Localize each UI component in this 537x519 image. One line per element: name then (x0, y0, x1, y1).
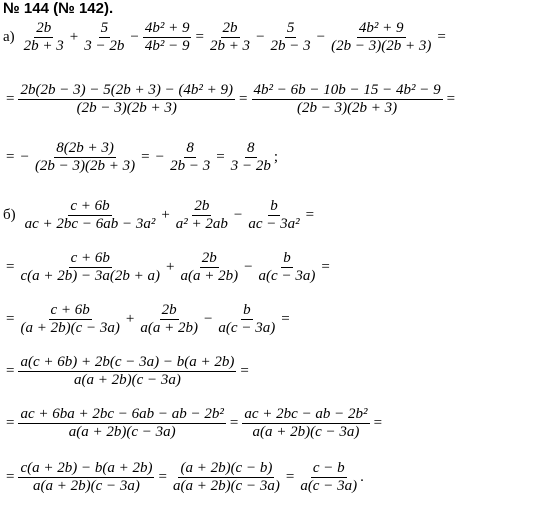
denominator: 3 − 2b (84, 38, 125, 54)
numerator: 2b (161, 302, 177, 318)
numerator: 8 (186, 140, 194, 156)
numerator: 4b² − 6b − 10b − 15 − 4b² − 9 (253, 82, 441, 98)
numerator: 8(2b + 3) (56, 140, 114, 156)
numerator: ac + 2bc − ab − 2b² (244, 406, 368, 422)
numerator: c + 6b (50, 302, 90, 318)
fraction (178, 250, 240, 285)
part-b-line-5 (3, 406, 385, 441)
fraction (208, 20, 252, 55)
denominator: c(a + 2b) − 3a(2b + a) (20, 268, 160, 284)
denominator: a(c − 3a) (218, 320, 276, 336)
problem-title: № 144 (№ 142). (3, 0, 114, 17)
fraction (168, 140, 212, 175)
minus-sign: − (316, 29, 326, 45)
fraction (33, 140, 137, 175)
fraction (246, 198, 301, 233)
fraction (171, 460, 282, 495)
period: . (360, 469, 364, 485)
minus-sign: − (233, 207, 243, 223)
fraction (18, 354, 236, 389)
fraction (174, 198, 230, 233)
equals-sign: = (373, 415, 383, 431)
part-b-line-2 (3, 250, 333, 285)
denominator: a(a + 2b)(c − 3a) (252, 424, 360, 440)
fraction (23, 198, 158, 233)
fraction (22, 20, 66, 55)
equals-sign: = (240, 363, 249, 379)
minus-sign: − (130, 29, 139, 45)
minus-sign: − (20, 149, 29, 165)
numerator: a(c + 6b) + 2b(c − 3a) − b(a + 2b) (20, 354, 235, 370)
denominator: (2b − 3)(2b + 3) (296, 100, 398, 116)
equals-sign: = (321, 259, 330, 275)
equals-sign: = (437, 29, 446, 45)
denominator: ac + 2bc − 6ab − 3a² (24, 216, 156, 232)
denominator: a(a + 2b)(c − 3a) (68, 424, 176, 440)
denominator: (a + 2b)(c − 3a) (20, 320, 120, 336)
fraction (18, 82, 235, 117)
equals-sign: = (216, 149, 225, 165)
numerator: ac + 6ba + 2bc − 6ab − ab − 2b² (20, 406, 224, 422)
part-b-label: б) (3, 207, 16, 223)
fraction (269, 20, 313, 55)
denominator: 2b + 3 (209, 38, 251, 54)
numerator: 4b² + 9 (358, 20, 404, 36)
part-b-line-1 (3, 198, 317, 233)
denominator: (2b − 3)(2b + 3) (34, 158, 136, 174)
denominator: a(c − 3a) (258, 268, 316, 284)
numerator: c(a + 2b) − b(a + 2b) (20, 460, 153, 476)
denominator: a² + 2ab (175, 216, 228, 232)
denominator: a(c − 3a) (300, 478, 358, 494)
part-a-line-1 (3, 20, 449, 55)
numerator: 2b (201, 250, 217, 266)
fraction (216, 302, 277, 337)
denominator: ac − 3a² (248, 216, 300, 232)
part-a-label: а) (3, 29, 15, 45)
numerator: (a + 2b)(c − b) (180, 460, 273, 476)
equals-sign: = (141, 149, 150, 165)
equals-sign: = (6, 91, 15, 107)
numerator: b (243, 302, 251, 318)
fraction (18, 302, 121, 337)
equals-sign: = (281, 311, 290, 327)
denominator: (2b − 3)(2b + 3) (331, 38, 432, 54)
fraction (329, 20, 433, 55)
part-a-line-3 (3, 140, 278, 175)
denominator: a(a + 2b)(c − 3a) (73, 372, 181, 388)
semicolon: ; (273, 149, 278, 165)
numerator: 5 (100, 20, 109, 36)
numerator: 4b² + 9 (144, 20, 190, 36)
numerator: c + 6b (70, 198, 110, 214)
part-a-line-2 (3, 82, 458, 117)
numerator: 8 (247, 140, 255, 156)
equals-sign: = (6, 259, 15, 275)
numerator: c + 6b (70, 250, 110, 266)
plus-sign: + (165, 259, 175, 275)
numerator: 2b (36, 20, 52, 36)
fraction (138, 302, 200, 337)
fraction (18, 460, 154, 495)
denominator: 2b − 3 (170, 158, 211, 174)
denominator: 4b² − 9 (144, 38, 190, 54)
denominator: 3 − 2b (230, 158, 271, 174)
equals-sign: = (158, 469, 167, 485)
minus-sign: − (256, 29, 265, 45)
denominator: a(a + 2b)(c − 3a) (33, 478, 140, 494)
equals-sign: = (6, 469, 15, 485)
numerator: 5 (286, 20, 295, 36)
part-b-line-4 (3, 354, 252, 389)
equals-sign: = (6, 363, 15, 379)
denominator: a(a + 2b) (140, 320, 198, 336)
denominator: 2b + 3 (23, 38, 64, 54)
part-b-line-3 (3, 302, 293, 337)
numerator: b (283, 250, 291, 266)
fraction (229, 140, 273, 175)
plus-sign: + (125, 311, 135, 327)
fraction (298, 460, 359, 495)
fraction (18, 406, 225, 441)
minus-sign: − (155, 149, 165, 165)
equals-sign: = (6, 311, 15, 327)
minus-sign: − (203, 311, 213, 327)
numerator: c − b (312, 460, 345, 476)
numerator: 2b (194, 198, 210, 214)
fraction (252, 82, 443, 117)
plus-sign: + (161, 207, 170, 223)
numerator: b (270, 198, 278, 214)
denominator: (2b − 3)(2b + 3) (76, 100, 177, 116)
fraction (242, 406, 369, 441)
minus-sign: − (244, 259, 253, 275)
equals-sign: = (6, 149, 15, 165)
denominator: 2b − 3 (270, 38, 311, 54)
equals-sign: = (6, 415, 15, 431)
fraction (257, 250, 318, 285)
equals-sign: = (239, 91, 248, 107)
numerator: 2b (222, 20, 238, 36)
equals-sign: = (285, 469, 295, 485)
fraction (82, 20, 126, 55)
part-b-line-6 (3, 460, 364, 495)
equals-sign: = (446, 91, 456, 107)
fraction (18, 250, 162, 285)
equals-sign: = (229, 415, 239, 431)
fraction (143, 20, 192, 55)
equals-sign: = (195, 29, 204, 45)
numerator: 2b(2b − 3) − 5(2b + 3) − (4b² + 9) (20, 82, 234, 98)
equals-sign: = (305, 207, 315, 223)
plus-sign: + (69, 29, 79, 45)
denominator: a(a + 2b) (180, 268, 239, 284)
denominator: a(a + 2b)(c − 3a) (172, 478, 280, 494)
